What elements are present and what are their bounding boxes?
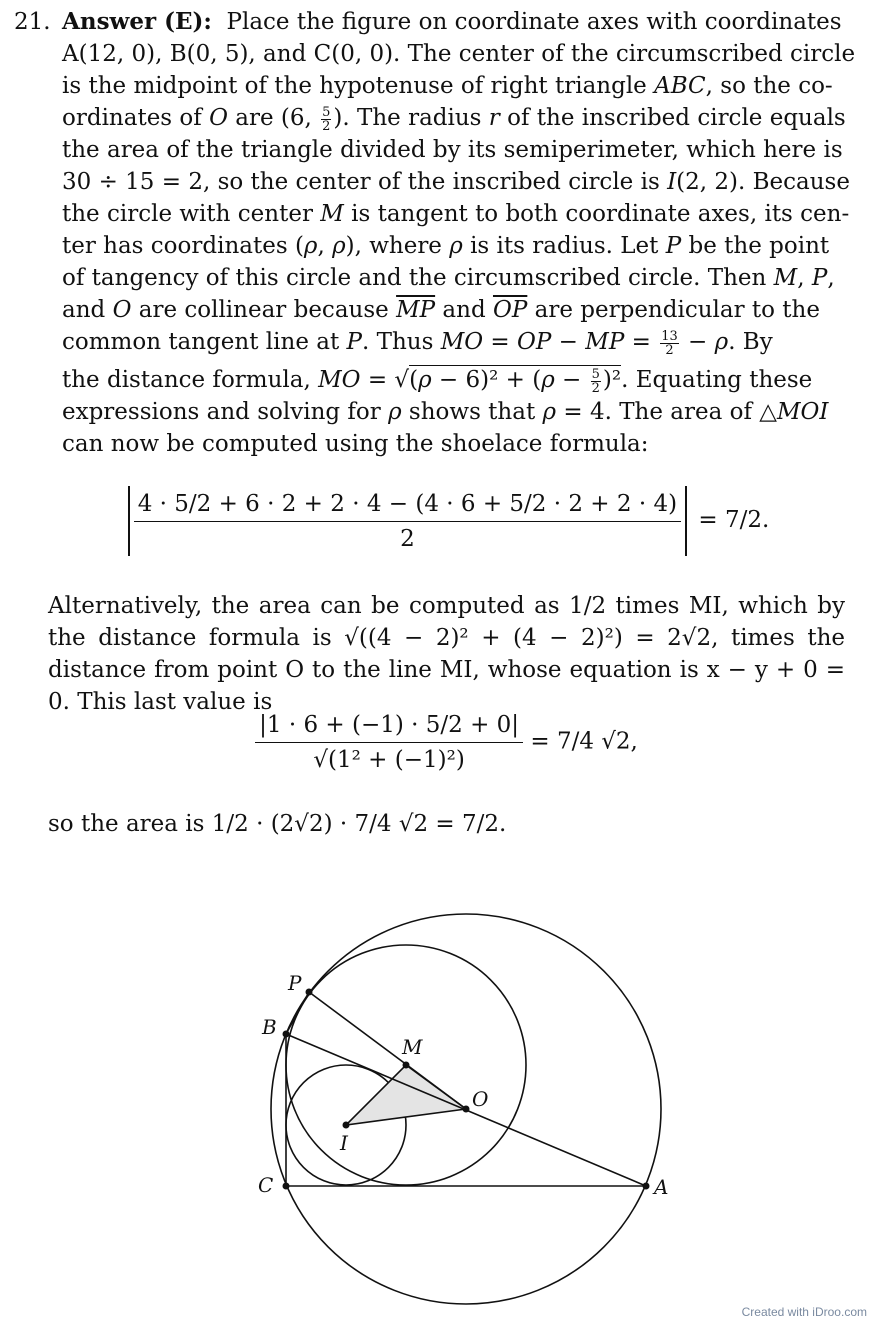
distance-result: = 7/4 √2, [530, 728, 638, 755]
label-a: A [654, 1175, 669, 1199]
shoelace-result: = 7/2. [698, 507, 770, 533]
label-b: B [262, 1015, 277, 1039]
distance-numerator: |1 · 6 + (−1) · 5/2 + 0| [255, 712, 523, 743]
label-p: P [288, 971, 302, 995]
geometry-figure [250, 880, 680, 1312]
answer-label: Answer (E): [62, 8, 212, 35]
problem-number: 21. [14, 9, 51, 35]
intro-sentence: Place the figure on coordinate axes with coordinates [226, 9, 842, 35]
label-c: C [258, 1173, 274, 1197]
label-i: I [340, 1131, 348, 1155]
distance-denominator: √(1² + (−1)²) [313, 747, 465, 773]
paragraph-1: Answer (E): Place the figure on coordinate axes with coordinates A(12, 0), B(0, 5), and C(0, 0). The center of the circumscribed circle is the midpoint of the hypotenuse of right triangle ABC, so the co- ordinates of O are (6, $\frac{5}{2}$ ). The radius r of the inscribed circle equals the area of the triangle divided by its semiperimeter, which here is 30 ÷ 15 = 2, so the center of the inscribed circle is I(2, 2). Because the circle with center M is tangent to both coordinate axes, its cen- ter has coordinates (ρ, ρ), where ρ is its radius. Let P be the point of tangency of this circle and the circumscribed circle. Then M, P, and O are collinear because $\overline{MP}$ and $\overline{OP}$ are perpendicular to the common tangent line at P. Thus MO = OP − MP = $\frac{13}{2}$ − ρ. By the distance formula, MO = √(ρ − 6)² + (ρ − $\frac{5}{2}$ )². Equating these expressions and solving for ρ shows that ρ = 4. The area of △MOI can now be computed using the shoelace formula: [62, 8, 856, 457]
shoelace-numerator: 4 · 5/2 + 6 · 2 + 2 · 4 − (4 · 6 + 5/2 · 2 + 2 · 4) [134, 491, 681, 522]
distance-formula [48, 712, 845, 773]
paragraph-2: Alternatively, the area can be computed as 1/2 times MI, which by the distance formula is √((4 − 2)² + (4 − 2)²) = 2√2, times the distance from point O to the line MI, whose equation is x − y + 0 = 0. This last value is [48, 593, 845, 715]
segment-pb [286, 992, 309, 1034]
paragraph-3: so the area is 1/2 · (2√2) · 7/4 √2 = 7/2. [48, 811, 507, 837]
shoelace-formula [48, 486, 845, 556]
credit-text: Created with iDroo.com [741, 1305, 867, 1319]
shoelace-denominator: 2 [400, 525, 415, 552]
coordinates-text: A(12, 0), B(0, 5), and C(0, 0). [62, 41, 401, 67]
label-m: M [402, 1035, 423, 1059]
label-o: O [472, 1087, 489, 1111]
